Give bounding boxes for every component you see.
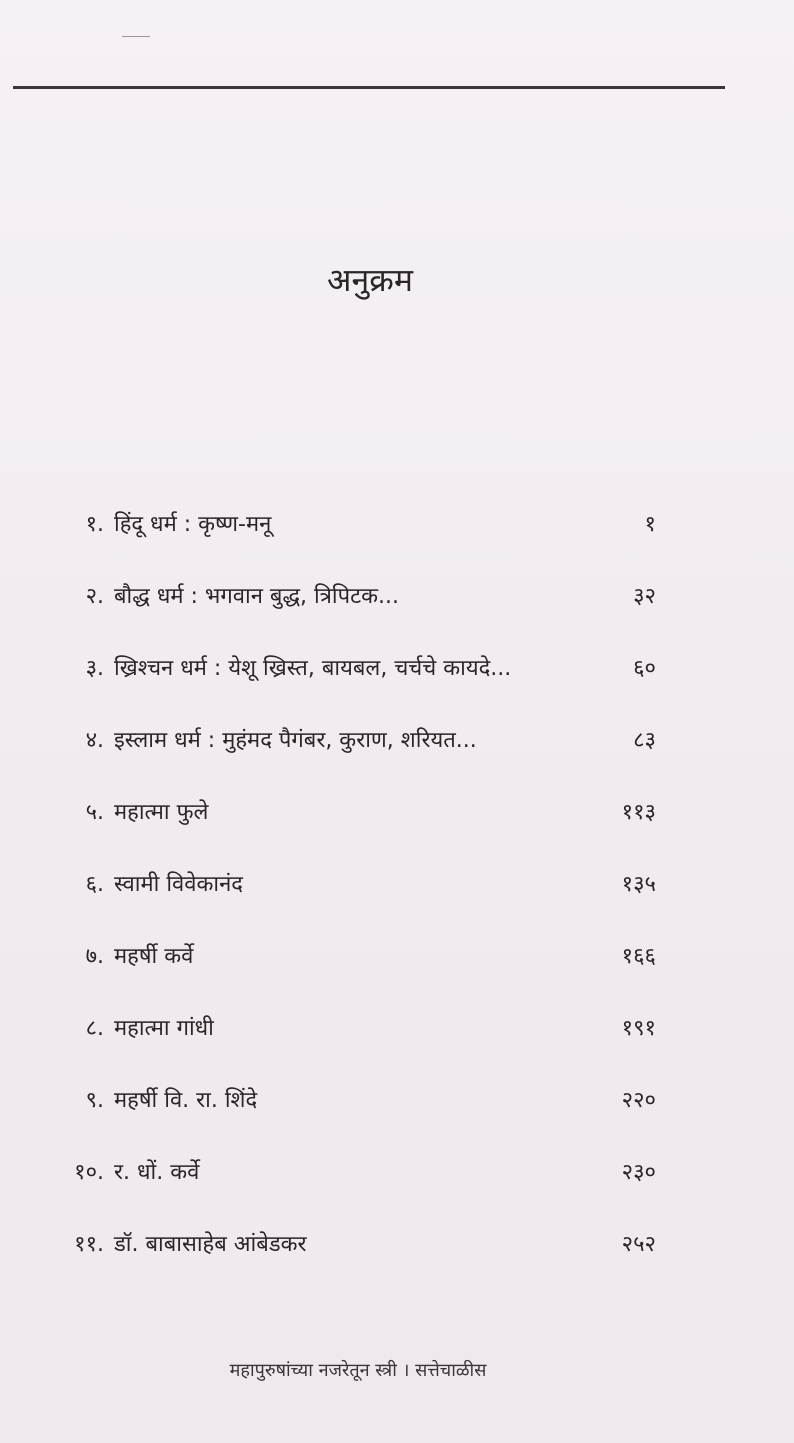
toc-entry-page: १९१ [621,1016,656,1041]
page-title: अनुक्रम [327,261,413,299]
toc-entry-title: र. धों. कर्वे [114,1160,200,1185]
toc-entry [0,940,794,984]
toc-entry-page: २५२ [621,1232,656,1257]
toc-entry [0,1012,794,1056]
toc-entry-page: १ [644,512,656,537]
toc-entry [0,796,794,840]
toc-entry-number: २. [85,584,104,609]
toc-entry-number: ८. [85,1016,104,1041]
toc-entry-number: ११. [74,1232,104,1257]
toc-entry [0,1156,794,1200]
toc-entry-title: बौद्ध धर्म : भगवान बुद्ध, त्रिपिटक... [114,584,400,609]
toc-entry-number: १०. [74,1160,104,1185]
toc-entry-number: ५. [85,800,104,825]
toc-entry-title: महात्मा गांधी [114,1016,214,1041]
toc-entry-page: १६६ [621,944,656,969]
toc-entry-number: १. [85,512,104,537]
toc-entry-title: ख्रिश्चन धर्म : येशू ख्रिस्त, बायबल, चर्चचे कायदे... [114,656,512,681]
toc-entry-page: २२० [621,1088,656,1113]
toc-entry-number: ९. [85,1088,104,1113]
toc-entry-title: इस्लाम धर्म : मुहंमद पैगंबर, कुराण, शरियत... [114,728,477,753]
toc-entry-page: ६० [633,656,656,681]
toc-entry [0,1228,794,1272]
toc-entry-page: २३० [621,1160,656,1185]
toc-entry-number: ७. [85,944,104,969]
toc-entry-number: ३. [85,656,104,681]
running-footer: महापुरुषांच्या नजरेतून स्त्री । सत्तेचाळीस [229,1360,487,1381]
toc-entry [0,580,794,624]
toc-entry-page: ११३ [621,800,656,825]
toc-entry [0,1084,794,1128]
toc-entry-page: ३२ [633,584,656,609]
toc-entry-title: महर्षी वि. रा. शिंदे [114,1088,258,1113]
toc-entry-title: महात्मा फुले [114,800,209,825]
toc-entry-number: ४. [85,728,104,753]
toc-entry-title: डॉ. बाबासाहेब आंबेडकर [114,1232,307,1257]
toc-entry [0,724,794,768]
toc-entry-page: ८३ [633,728,656,753]
toc-entry-page: १३५ [621,872,656,897]
toc-entry-title: स्वामी विवेकानंद [114,872,243,897]
toc-entry [0,652,794,696]
toc-entry-title: महर्षी कर्वे [114,944,194,969]
toc-entry [0,868,794,912]
toc-entry-title: हिंदू धर्म : कृष्ण-मनू [114,512,272,537]
toc-entry-number: ६. [85,872,104,897]
toc-entry [0,508,794,552]
